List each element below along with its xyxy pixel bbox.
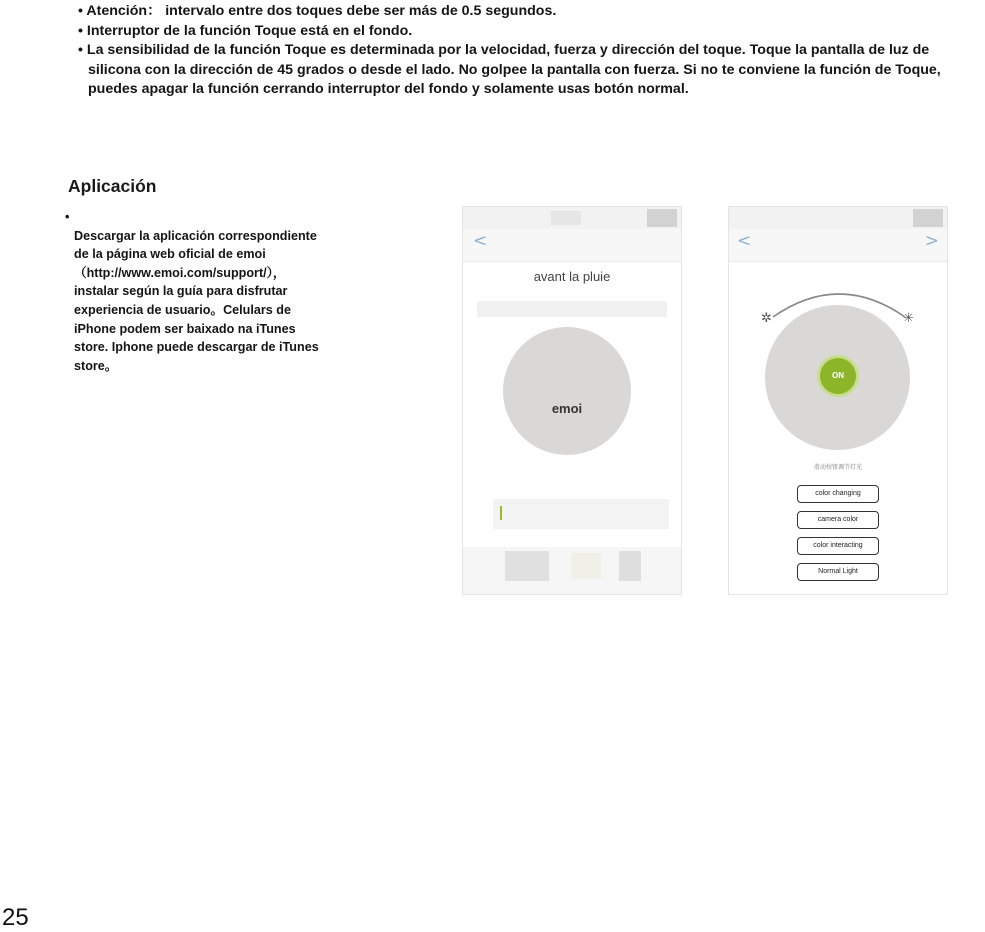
app-description-line: experiencia de usuario。Celulars de [74, 302, 291, 317]
blurred-block [913, 209, 943, 227]
app-description-line: • Descargar la aplicación correspondiente [74, 228, 317, 243]
app-description-line: instalar según la guía para disfrutar [74, 284, 288, 299]
blurred-block [551, 211, 581, 225]
blurred-block [505, 551, 549, 581]
dim-icon: ✲ [761, 311, 772, 326]
forward-icon[interactable]: > [924, 231, 939, 251]
blurred-block [647, 209, 677, 227]
blurred-block [571, 553, 601, 579]
app-description-line: store。 [74, 358, 118, 373]
back-icon[interactable]: < [737, 231, 752, 251]
power-on-button[interactable]: ON [817, 355, 859, 397]
nav-bar [729, 229, 947, 262]
mode-button-normal-light[interactable]: Normal Light [797, 563, 879, 581]
back-icon[interactable]: < [473, 231, 488, 251]
device-circle[interactable] [503, 327, 631, 455]
blurred-block [477, 301, 667, 317]
phone-screenshot-device [462, 206, 682, 595]
blurred-block [493, 499, 669, 529]
phone-screenshot-control [728, 206, 948, 595]
blurred-block [619, 551, 641, 581]
nav-bar [463, 229, 681, 262]
bright-icon: ✳ [903, 311, 914, 326]
page-number: 25 [2, 904, 29, 931]
brand-logo: emoi [551, 401, 583, 416]
text-cursor [500, 506, 502, 520]
section-title: Aplicación [68, 176, 157, 196]
instruction-item: • Atención： intervalo entre dos toques debe ser más de 0.5 segundos. [64, 2, 979, 22]
instructions-list [64, 2, 979, 100]
device-name: avant la pluie [533, 269, 611, 284]
mode-button-color-changing[interactable]: color changing [797, 485, 879, 503]
instruction-item: • La sensibilidad de la función Toque es determinada por la velocidad, fuerza y dirección del toque. Toque la pantalla de luz de silicona con la dirección de 45 grados o desde el lado. No golpee la pantalla con fuerza. Si no te conviene la función de Toque, puedes apagar la función cerrando interruptor del fondo y solamente usas botón normal. [64, 41, 979, 100]
instruction-item: • Interruptor de la función Toque está en el fondo. [64, 22, 979, 42]
mode-button-color-interacting[interactable]: color interacting [797, 537, 879, 555]
app-description-line: iPhone podem ser baixado na iTunes [74, 321, 296, 336]
mode-button-camera-color[interactable]: camera color [797, 511, 879, 529]
app-description-line: （http://www.emoi.com/support/）， [74, 265, 286, 280]
app-description-line: de la página web oficial de emoi [74, 247, 266, 262]
app-description-line: store. Iphone puede descargar de iTunes [74, 340, 319, 355]
hint-text: 滑动按钮调节灯光 [813, 465, 862, 471]
app-description [62, 208, 414, 375]
